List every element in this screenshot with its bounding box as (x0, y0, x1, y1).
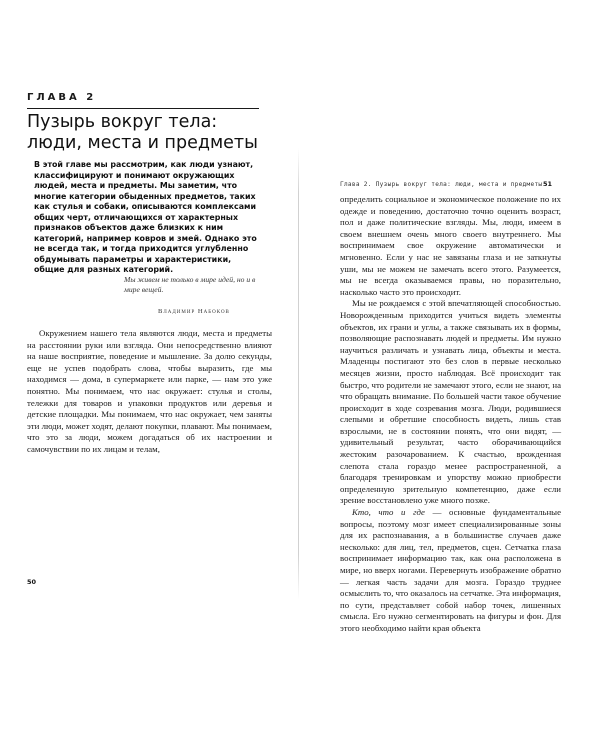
body-text-left (27, 328, 272, 456)
paragraph-text: — основные фундаментальные вопросы, поэтому мозг имеет специализированные зоны для их распознавания, а в большинстве случаев даже несколько: для лиц, тел, предметов, сцен. Сетчатка глаза воспринимает информацию так, как она расположена в мире, но вверх ногами. Перевернуть изображение обратно — легкая часть задачи для мозга. Гораздо труднее осмыслить то, что оказалось на сетчатке. Эта информация, по сути, представляет собой набор точек, лишенных смысла. Его нужно сегментировать на фигуры и фон. Для этого необходимо найти края объекта (340, 507, 561, 633)
page-gutter (298, 148, 299, 600)
epigraph: Мы живем не только в мире идей, но и в мире вещей. (124, 275, 256, 294)
chapter-rule (27, 108, 259, 109)
chapter-title: Пузырь вокруг тела: люди, места и предметы (27, 112, 258, 153)
page-number-right: 51 (543, 180, 553, 188)
paragraph: Мы не рождаемся с этой впечатляющей способностью. Новорожденным приходится учиться видеть элементы объектов, их грани и углы, а также связывать их в формы, позволяющие распознавать людей и предметы. Им нужно научиться различать и узнавать лица, объекты и места. Младенцы постигают это без слов в первые несколько месяцев жизни, просто наблюдая. Всё происходит так быстро, что родители не замечают этого, если не знают, на что обращать внимание. По большей части такое обучение происходит в ходе созревания мозга. Люди, родившиеся слепыми и обретшие способность видеть, лишь став взрослыми, не в состоянии понять, что они видят, — удивительный результат, часто оборачивающийся жестоким разочарованием. К счастью, врожденная слепота стала гораздо менее распространенной, а благодаря тренировкам и упорству можно приобрести определенную зрительную компетенцию, даже если зрение восстановлено уже много позже. (340, 298, 561, 506)
emphasis: Кто, что и где (352, 507, 425, 518)
paragraph: определить социальное и экономическое положение по их одежде и поведению, достаточно точно оценить возраст, пол и даже политические взгляды. Мы, люди, имеем в своем внешнем очень много своего внутреннего. Мы воспринимаем свое окружение автоматически и мгновенно. Если у нас не завязаны глаза и не заткнуты уши, мы не можем не замечать всего этого. Разумеется, мы не всегда оказываемся правы, но поразительно, насколько часто это происходит. (340, 194, 561, 297)
epigraph-author: Владимир Набоков (158, 308, 230, 315)
page-number-left: 50 (27, 578, 37, 586)
paragraph: Окружением нашего тела являются люди, места и предметы на расстоянии руки или взгляда. Они непосредственно влияют на наше восприятие, поведение и мышление. За долю секунды, еще не успев подобрать слова, чтобы выразить, где мы находимся — дома, в супермаркете или парке, — нам это уже понятно. Мы понимаем, что нас окружает: стулья и столы, тележки для товаров и упаковки продуктов или деревья и детские площадки. Мы понимаем, что нас окружает, чем заняты эти люди, может ходят, делают покупки, плавают. Мы понимаем, что это за люди, можем догадаться об их настроении и самочувствии по их лицам и телам, (27, 328, 272, 454)
paragraph (340, 507, 561, 635)
body-text-right (340, 194, 561, 635)
running-head: Глава 2. Пузырь вокруг тела: люди, места и предметы (340, 181, 543, 188)
chapter-intro: В этой главе мы рассмотрим, как люди узнают, классифицируют и понимают окружающих людей, места и предметы. Мы заметим, что многие категории обыденных предметов, таких как стулья и собаки, описываются комплексами общих черт, отличающихся от характерных признаков объектов даже близких к ним категорий, например ковров и змей. Однако это не всегда так, и тогда приходится углубленно обдумывать параметры и характеристики, общие для разных категорий. (34, 160, 257, 274)
chapter-label: ГЛАВА 2 (27, 92, 97, 103)
